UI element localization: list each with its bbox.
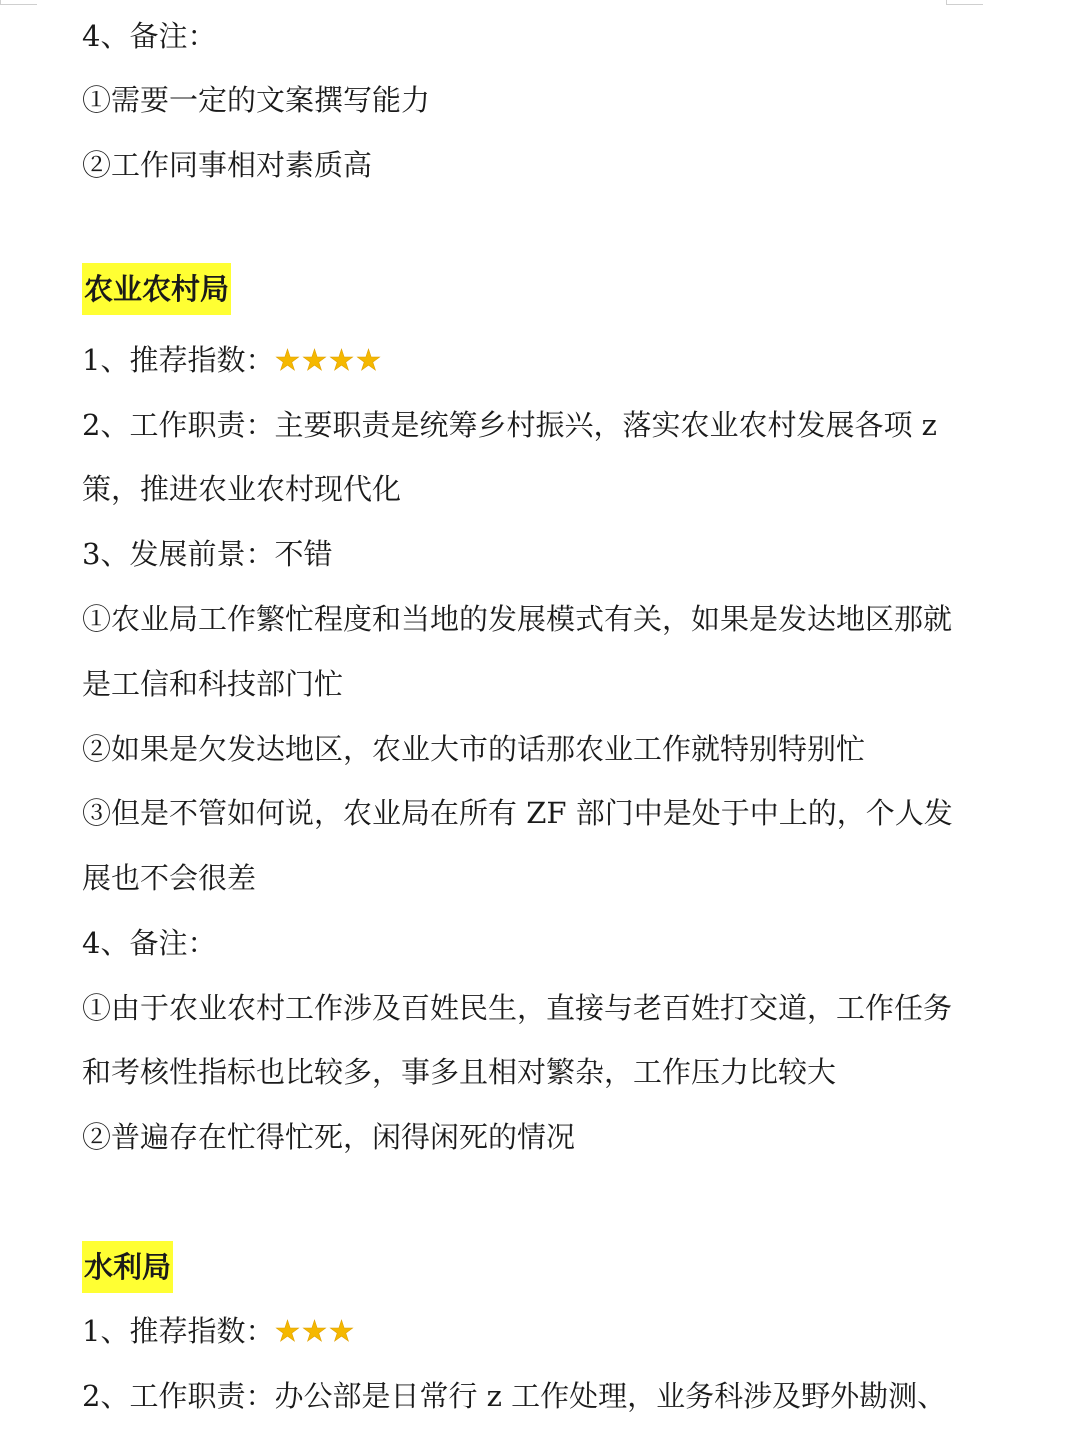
duty-text: 2、工作职责：办公部是日常行 z 工作处理，业务科涉及野外勘测、 bbox=[82, 1379, 947, 1413]
star-rating-icon: ★★★★ bbox=[274, 343, 383, 377]
prospect-item: ①农业局工作繁忙程度和当地的发展模式有关，如果是发达地区那就 bbox=[82, 602, 953, 636]
section-heading-agriculture: 农业农村局 bbox=[82, 263, 231, 315]
rating-row bbox=[82, 340, 382, 380]
page-corner-mark-right bbox=[946, 0, 983, 5]
section-heading-water: 水利局 bbox=[82, 1241, 173, 1293]
prospect-item: ②如果是欠发达地区，农业大市的话那农业工作就特别特别忙 bbox=[82, 732, 866, 766]
page-corner-mark-left bbox=[0, 0, 37, 5]
prospect-item: 展也不会很差 bbox=[82, 861, 257, 895]
note-item: ①需要一定的文案撰写能力 bbox=[82, 83, 431, 117]
note-item: ②工作同事相对素质高 bbox=[82, 148, 373, 182]
prospect-item: 是工信和科技部门忙 bbox=[82, 667, 344, 701]
rating-label: 1、推荐指数： bbox=[82, 343, 275, 377]
notes-title: 4、备注： bbox=[82, 19, 217, 53]
prospect-text: 3、发展前景：不错 bbox=[82, 537, 333, 571]
rating-label: 1、推荐指数： bbox=[82, 1314, 275, 1348]
note-item: 和考核性指标也比较多，事多且相对繁杂，工作压力比较大 bbox=[82, 1055, 837, 1089]
duty-text: 策，推进农业农村现代化 bbox=[82, 472, 402, 506]
note-item: ①由于农业农村工作涉及百姓民生，直接与老百姓打交道，工作任务 bbox=[82, 991, 953, 1025]
notes-title: 4、备注： bbox=[82, 926, 217, 960]
note-item: ②普遍存在忙得忙死，闲得闲死的情况 bbox=[82, 1120, 576, 1154]
star-rating-icon: ★★★ bbox=[274, 1314, 356, 1348]
prospect-item: ③但是不管如何说，农业局在所有 ZF 部门中是处于中上的，个人发 bbox=[82, 796, 953, 830]
rating-row bbox=[82, 1311, 355, 1351]
duty-text: 2、工作职责：主要职责是统筹乡村振兴，落实农业农村发展各项 z bbox=[82, 408, 937, 442]
